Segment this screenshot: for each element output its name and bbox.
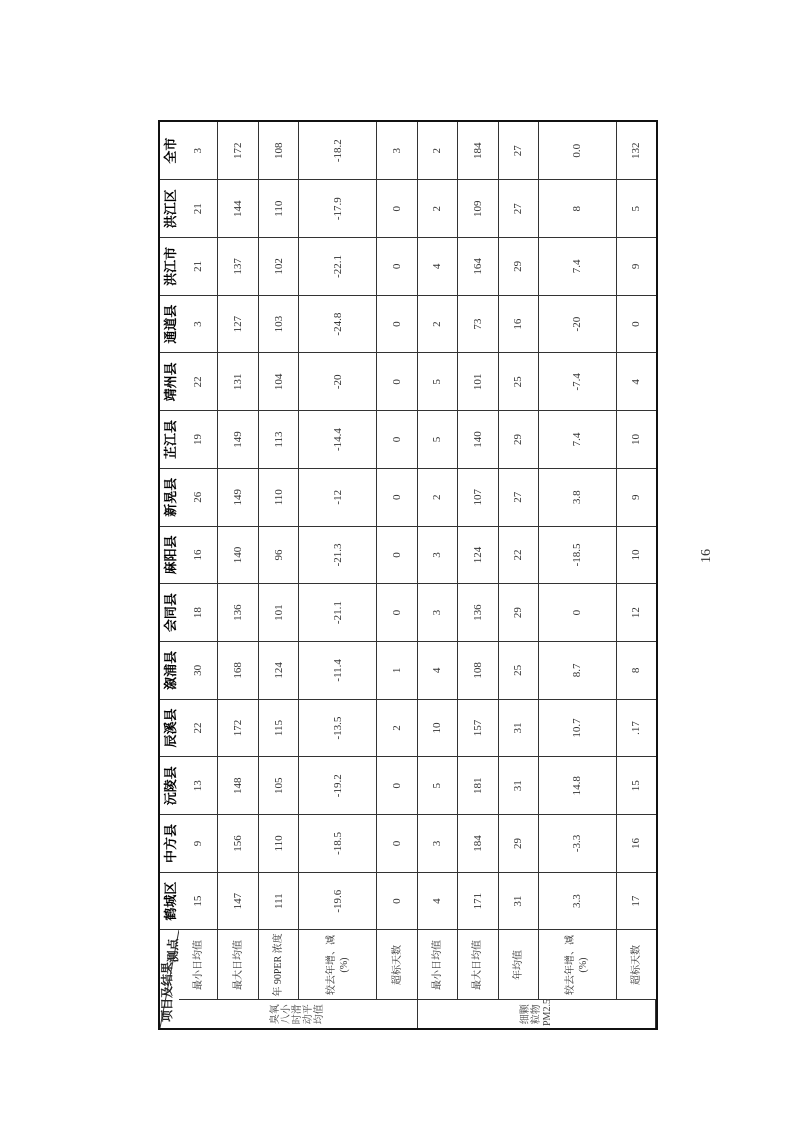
- county-header: 溆浦县: [160, 641, 179, 699]
- value-cell: 5: [417, 411, 457, 469]
- value-cell: 27: [498, 180, 538, 238]
- value-cell: 172: [218, 122, 258, 180]
- value-cell: 16: [498, 295, 538, 353]
- value-cell: 15: [616, 757, 655, 815]
- value-cell: 136: [218, 584, 258, 642]
- value-cell: -18.5: [538, 526, 616, 584]
- table-row: [498, 122, 538, 1028]
- air-quality-table: [160, 122, 656, 1028]
- value-cell: 0.0: [538, 122, 616, 180]
- value-cell: 29: [498, 584, 538, 642]
- value-cell: 2: [417, 468, 457, 526]
- value-cell: 149: [218, 468, 258, 526]
- value-cell: -7.4: [538, 353, 616, 411]
- value-cell: 0: [377, 180, 417, 238]
- value-cell: 4: [417, 641, 457, 699]
- county-header: 靖州县: [160, 353, 179, 411]
- value-cell: 29: [498, 411, 538, 469]
- value-cell: 0: [377, 526, 417, 584]
- value-cell: -18.5: [299, 815, 377, 873]
- value-cell: 172: [218, 699, 258, 757]
- value-cell: 0: [377, 411, 417, 469]
- value-cell: 9: [179, 815, 218, 873]
- value-cell: 27: [498, 122, 538, 180]
- value-cell: 147: [218, 872, 258, 930]
- county-header: 通道县: [160, 295, 179, 353]
- item-label: 年 90PER 浓度: [258, 930, 298, 1000]
- item-label: 较去年增、减(%): [538, 930, 616, 1000]
- county-header: 芷江县: [160, 411, 179, 469]
- value-cell: 8.7: [538, 641, 616, 699]
- corner-label-site: 测点: [166, 938, 180, 963]
- value-cell: 29: [498, 815, 538, 873]
- value-cell: 25: [498, 353, 538, 411]
- corner-label-item: 项目及结果: [160, 961, 174, 1022]
- corner-header-cell: [160, 930, 179, 1028]
- value-cell: 148: [218, 757, 258, 815]
- value-cell: 140: [458, 411, 498, 469]
- table-row: [458, 122, 498, 1028]
- page-number: 16: [699, 549, 714, 563]
- value-cell: 2: [377, 699, 417, 757]
- value-cell: 22: [179, 353, 218, 411]
- county-header: 洪江市: [160, 238, 179, 296]
- value-cell: -22.1: [299, 238, 377, 296]
- value-cell: 2: [417, 295, 457, 353]
- value-cell: 15: [179, 872, 218, 930]
- value-cell: 3: [417, 815, 457, 873]
- value-cell: 0: [377, 238, 417, 296]
- value-cell: 149: [218, 411, 258, 469]
- item-label: 年均值: [498, 930, 538, 1000]
- value-cell: 3: [377, 122, 417, 180]
- table-row: [417, 122, 457, 1028]
- value-cell: -20: [299, 353, 377, 411]
- value-cell: 31: [498, 872, 538, 930]
- value-cell: 115: [258, 699, 298, 757]
- value-cell: 7.4: [538, 411, 616, 469]
- value-cell: 110: [258, 468, 298, 526]
- value-cell: 27: [498, 468, 538, 526]
- value-cell: 3: [179, 295, 218, 353]
- rotated-table-container: [160, 122, 656, 1028]
- item-label: 最大日均值: [218, 930, 258, 1000]
- value-cell: 25: [498, 641, 538, 699]
- value-cell: 111: [258, 872, 298, 930]
- value-cell: 101: [258, 584, 298, 642]
- table-row: [218, 122, 258, 1028]
- pollutant-label: 细颗粒物PM2.5: [417, 1000, 655, 1028]
- value-cell: 3.3: [538, 872, 616, 930]
- value-cell: 181: [458, 757, 498, 815]
- value-cell: 4: [616, 353, 655, 411]
- county-header: 麻阳县: [160, 526, 179, 584]
- value-cell: -17.9: [299, 180, 377, 238]
- county-header: 会同县: [160, 584, 179, 642]
- value-cell: 4: [417, 238, 457, 296]
- value-cell: 127: [218, 295, 258, 353]
- value-cell: 105: [258, 757, 298, 815]
- value-cell: 14.8: [538, 757, 616, 815]
- value-cell: 96: [258, 526, 298, 584]
- item-label: 超标天数: [377, 930, 417, 1000]
- value-cell: 0: [377, 815, 417, 873]
- value-cell: 132: [616, 122, 655, 180]
- table-row: [616, 122, 655, 1028]
- item-label: 最小日均值: [417, 930, 457, 1000]
- value-cell: 5: [616, 180, 655, 238]
- value-cell: 102: [258, 238, 298, 296]
- value-cell: -21.1: [299, 584, 377, 642]
- value-cell: 0: [377, 353, 417, 411]
- value-cell: 3: [417, 526, 457, 584]
- value-cell: 2: [417, 122, 457, 180]
- table-row: [299, 122, 377, 1028]
- value-cell: -19.6: [299, 872, 377, 930]
- value-cell: 137: [218, 238, 258, 296]
- item-label: 超标天数: [616, 930, 655, 1000]
- value-cell: 108: [258, 122, 298, 180]
- value-cell: 31: [498, 757, 538, 815]
- value-cell: -14.4: [299, 411, 377, 469]
- value-cell: 16: [616, 815, 655, 873]
- county-header: 鹤城区: [160, 872, 179, 930]
- value-cell: 10: [616, 526, 655, 584]
- value-cell: 108: [458, 641, 498, 699]
- value-cell: 113: [258, 411, 298, 469]
- value-cell: 3: [179, 122, 218, 180]
- item-label: 最大日均值: [458, 930, 498, 1000]
- item-label: 最小日均值: [179, 930, 218, 1000]
- value-cell: 8: [616, 641, 655, 699]
- data-table-frame: [158, 120, 658, 1030]
- value-cell: 17: [616, 872, 655, 930]
- value-cell: 2: [417, 180, 457, 238]
- value-cell: 18: [179, 584, 218, 642]
- value-cell: 19: [179, 411, 218, 469]
- value-cell: -13.5: [299, 699, 377, 757]
- value-cell: 31: [498, 699, 538, 757]
- value-cell: 0: [538, 584, 616, 642]
- value-cell: 156: [218, 815, 258, 873]
- value-cell: 144: [218, 180, 258, 238]
- value-cell: 10: [616, 411, 655, 469]
- county-header: 洪江区: [160, 180, 179, 238]
- value-cell: .17: [616, 699, 655, 757]
- value-cell: 22: [179, 699, 218, 757]
- value-cell: -3.3: [538, 815, 616, 873]
- value-cell: -21.3: [299, 526, 377, 584]
- value-cell: 30: [179, 641, 218, 699]
- value-cell: 131: [218, 353, 258, 411]
- value-cell: 124: [458, 526, 498, 584]
- value-cell: 136: [458, 584, 498, 642]
- value-cell: -18.2: [299, 122, 377, 180]
- value-cell: -11.4: [299, 641, 377, 699]
- value-cell: 0: [377, 468, 417, 526]
- value-cell: -24.8: [299, 295, 377, 353]
- value-cell: 5: [417, 353, 457, 411]
- value-cell: 184: [458, 122, 498, 180]
- value-cell: 0: [377, 872, 417, 930]
- value-cell: 26: [179, 468, 218, 526]
- value-cell: 171: [458, 872, 498, 930]
- value-cell: 5: [417, 757, 457, 815]
- value-cell: 10.7: [538, 699, 616, 757]
- table-row: [179, 122, 218, 1028]
- county-header: 全市: [160, 122, 179, 180]
- value-cell: 1: [377, 641, 417, 699]
- value-cell: 9: [616, 468, 655, 526]
- value-cell: 140: [218, 526, 258, 584]
- value-cell: -12: [299, 468, 377, 526]
- county-header: 沅陵县: [160, 757, 179, 815]
- value-cell: -20: [538, 295, 616, 353]
- value-cell: 0: [616, 295, 655, 353]
- value-cell: 104: [258, 353, 298, 411]
- value-cell: 10: [417, 699, 457, 757]
- value-cell: 12: [616, 584, 655, 642]
- value-cell: 22: [498, 526, 538, 584]
- value-cell: 164: [458, 238, 498, 296]
- value-cell: 8: [538, 180, 616, 238]
- county-header: 新晃县: [160, 468, 179, 526]
- value-cell: 103: [258, 295, 298, 353]
- value-cell: 107: [458, 468, 498, 526]
- county-header: 中方县: [160, 815, 179, 873]
- value-cell: 3: [417, 584, 457, 642]
- value-cell: 16: [179, 526, 218, 584]
- value-cell: 29: [498, 238, 538, 296]
- value-cell: 3.8: [538, 468, 616, 526]
- pollutant-label: 臭氧八小时滑动平均值: [179, 1000, 417, 1028]
- value-cell: 101: [458, 353, 498, 411]
- table-row: [538, 122, 616, 1028]
- value-cell: 9: [616, 238, 655, 296]
- value-cell: 184: [458, 815, 498, 873]
- value-cell: 109: [458, 180, 498, 238]
- value-cell: 157: [458, 699, 498, 757]
- value-cell: 21: [179, 180, 218, 238]
- value-cell: 110: [258, 815, 298, 873]
- value-cell: 110: [258, 180, 298, 238]
- header-row: [160, 122, 179, 1028]
- value-cell: 124: [258, 641, 298, 699]
- value-cell: 4: [417, 872, 457, 930]
- table-body: [179, 122, 656, 1028]
- item-label: 较去年增、减(%): [299, 930, 377, 1000]
- value-cell: 73: [458, 295, 498, 353]
- value-cell: 0: [377, 757, 417, 815]
- table-row: [258, 122, 298, 1028]
- table-row: [377, 122, 417, 1028]
- value-cell: 0: [377, 295, 417, 353]
- value-cell: -19.2: [299, 757, 377, 815]
- value-cell: 0: [377, 584, 417, 642]
- value-cell: 168: [218, 641, 258, 699]
- county-header: 辰溪县: [160, 699, 179, 757]
- value-cell: 7.4: [538, 238, 616, 296]
- value-cell: 13: [179, 757, 218, 815]
- value-cell: 21: [179, 238, 218, 296]
